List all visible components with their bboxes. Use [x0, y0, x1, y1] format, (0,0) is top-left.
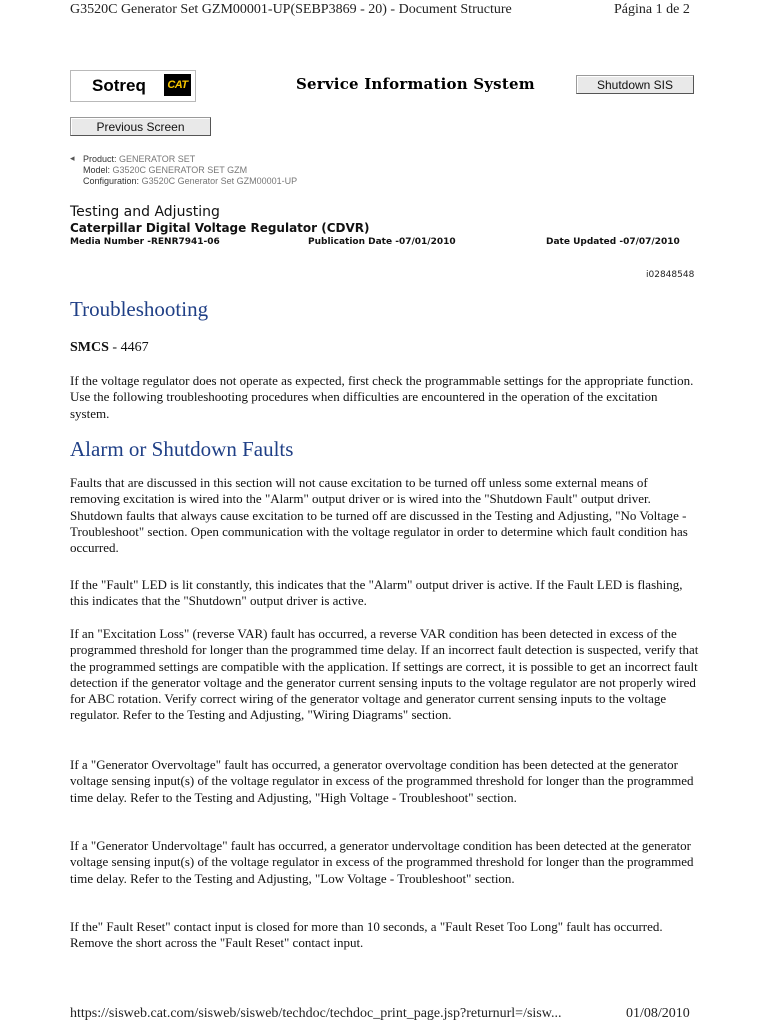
cat-logo-icon: CAT — [164, 74, 191, 96]
section-subtitle: Caterpillar Digital Voltage Regulator (CDVR) — [70, 221, 370, 235]
model-info — [83, 165, 247, 175]
breadcrumb-arrow-icon[interactable]: ◂ — [70, 154, 75, 164]
configuration-info — [83, 176, 297, 186]
product-value: GENERATOR SET — [119, 154, 196, 164]
paragraph: If a "Generator Undervoltage" fault has occurred, a generator undervoltage condition has been detected at the generator voltage sensing input(s) of the voltage regulator in excess of the programmed threshold for longer than the programmed time delay. Refer to the Testing and Adjusting, "Low Voltage - Troubleshoot" section. — [70, 838, 694, 886]
configuration-value: G3520C Generator Set GZM00001-UP — [141, 176, 298, 186]
paragraph: If the "Fault" LED is lit constantly, this indicates that the "Alarm" output driver is active. If the Fault LED is flashing, this indicates that the "Shutdown" output driver is active. — [70, 577, 683, 609]
print-footer-url: https://sisweb.cat.com/sisweb/sisweb/techdoc/techdoc_print_page.jsp?returnurl=/sisw... — [70, 1006, 562, 1021]
intro-paragraph: If the voltage regulator does not operate as expected, first check the programmable settings for the appropriate function. Use the following troubleshooting procedures when difficulties are encountered in the operation of the excitation system. — [70, 373, 694, 421]
product-label: Product: — [83, 154, 117, 164]
smcs-code — [70, 340, 149, 356]
configuration-label: Configuration: — [83, 176, 140, 186]
model-value: G3520C GENERATOR SET GZM — [112, 165, 248, 175]
heading-troubleshooting: Troubleshooting — [70, 297, 209, 321]
paragraph: If the" Fault Reset" contact input is closed for more than 10 seconds, a "Fault Reset Too Long" fault has occurred. Remove the short across the "Fault Reset" contact input. — [70, 919, 663, 951]
product-info — [83, 154, 195, 164]
paragraph: Faults that are discussed in this section will not cause excitation to be turned off unless some external means of removing excitation is wired into the "Alarm" output driver or is wired into the "Shutdown Fault" output driver. Shutdown faults that always cause excitation to be turned off are discussed in the Testing and Adjusting, "No Voltage - Troubleshoot" section. Open communication with the voltage regulator in order to determine which fault condition has occurred. — [70, 475, 688, 556]
shutdown-sis-button[interactable]: Shutdown SIS — [576, 75, 694, 94]
date-updated: Date Updated -07/07/2010 — [546, 237, 680, 247]
heading-alarm-shutdown-faults: Alarm or Shutdown Faults — [70, 437, 294, 461]
print-header-title: G3520C Generator Set GZM00001-UP(SEBP3869 - 20) - Document Structure — [70, 2, 512, 17]
print-page-number: Página 1 de 2 — [614, 2, 690, 17]
media-number: Media Number -RENR7941-06 — [70, 237, 220, 247]
previous-screen-button[interactable]: Previous Screen — [70, 117, 211, 136]
section-title: Testing and Adjusting — [70, 204, 220, 220]
sotreq-logo: Sotreq — [92, 76, 146, 95]
model-label: Model: — [83, 165, 111, 175]
smcs-label: SMCS — [70, 340, 109, 355]
publication-date: Publication Date -07/01/2010 — [308, 237, 456, 247]
paragraph: If a "Generator Overvoltage" fault has occurred, a generator overvoltage condition has been detected at the generator voltage sensing input(s) of the voltage regulator in excess of the programmed threshold for longer than the programmed time delay. Refer to the Testing and Adjusting, "High Voltage - Troubleshoot" section. — [70, 757, 694, 805]
print-footer-date: 01/08/2010 — [626, 1006, 690, 1021]
paragraph: If an "Excitation Loss" (reverse VAR) fault has occurred, a reverse VAR condition has been detected in excess of the programmed threshold for longer than the programmed time delay. If an incorrect fault detection is suspected, verify that the programmed settings are compatible with the application. If settings are correct, it is possible to get an incorrect fault detection if the generator voltage and the generator current sensing inputs to the voltage regulator are not properly wired for ABC rotation. Verify correct wiring of the generator voltage and generator current sensing inputs to the voltage regulator. Refer to the Testing and Adjusting, "Wiring Diagrams" section. — [70, 626, 699, 723]
system-title: Service Information System — [296, 75, 535, 93]
smcs-value: - 4467 — [108, 340, 149, 355]
document-id: i02848548 — [646, 270, 695, 280]
